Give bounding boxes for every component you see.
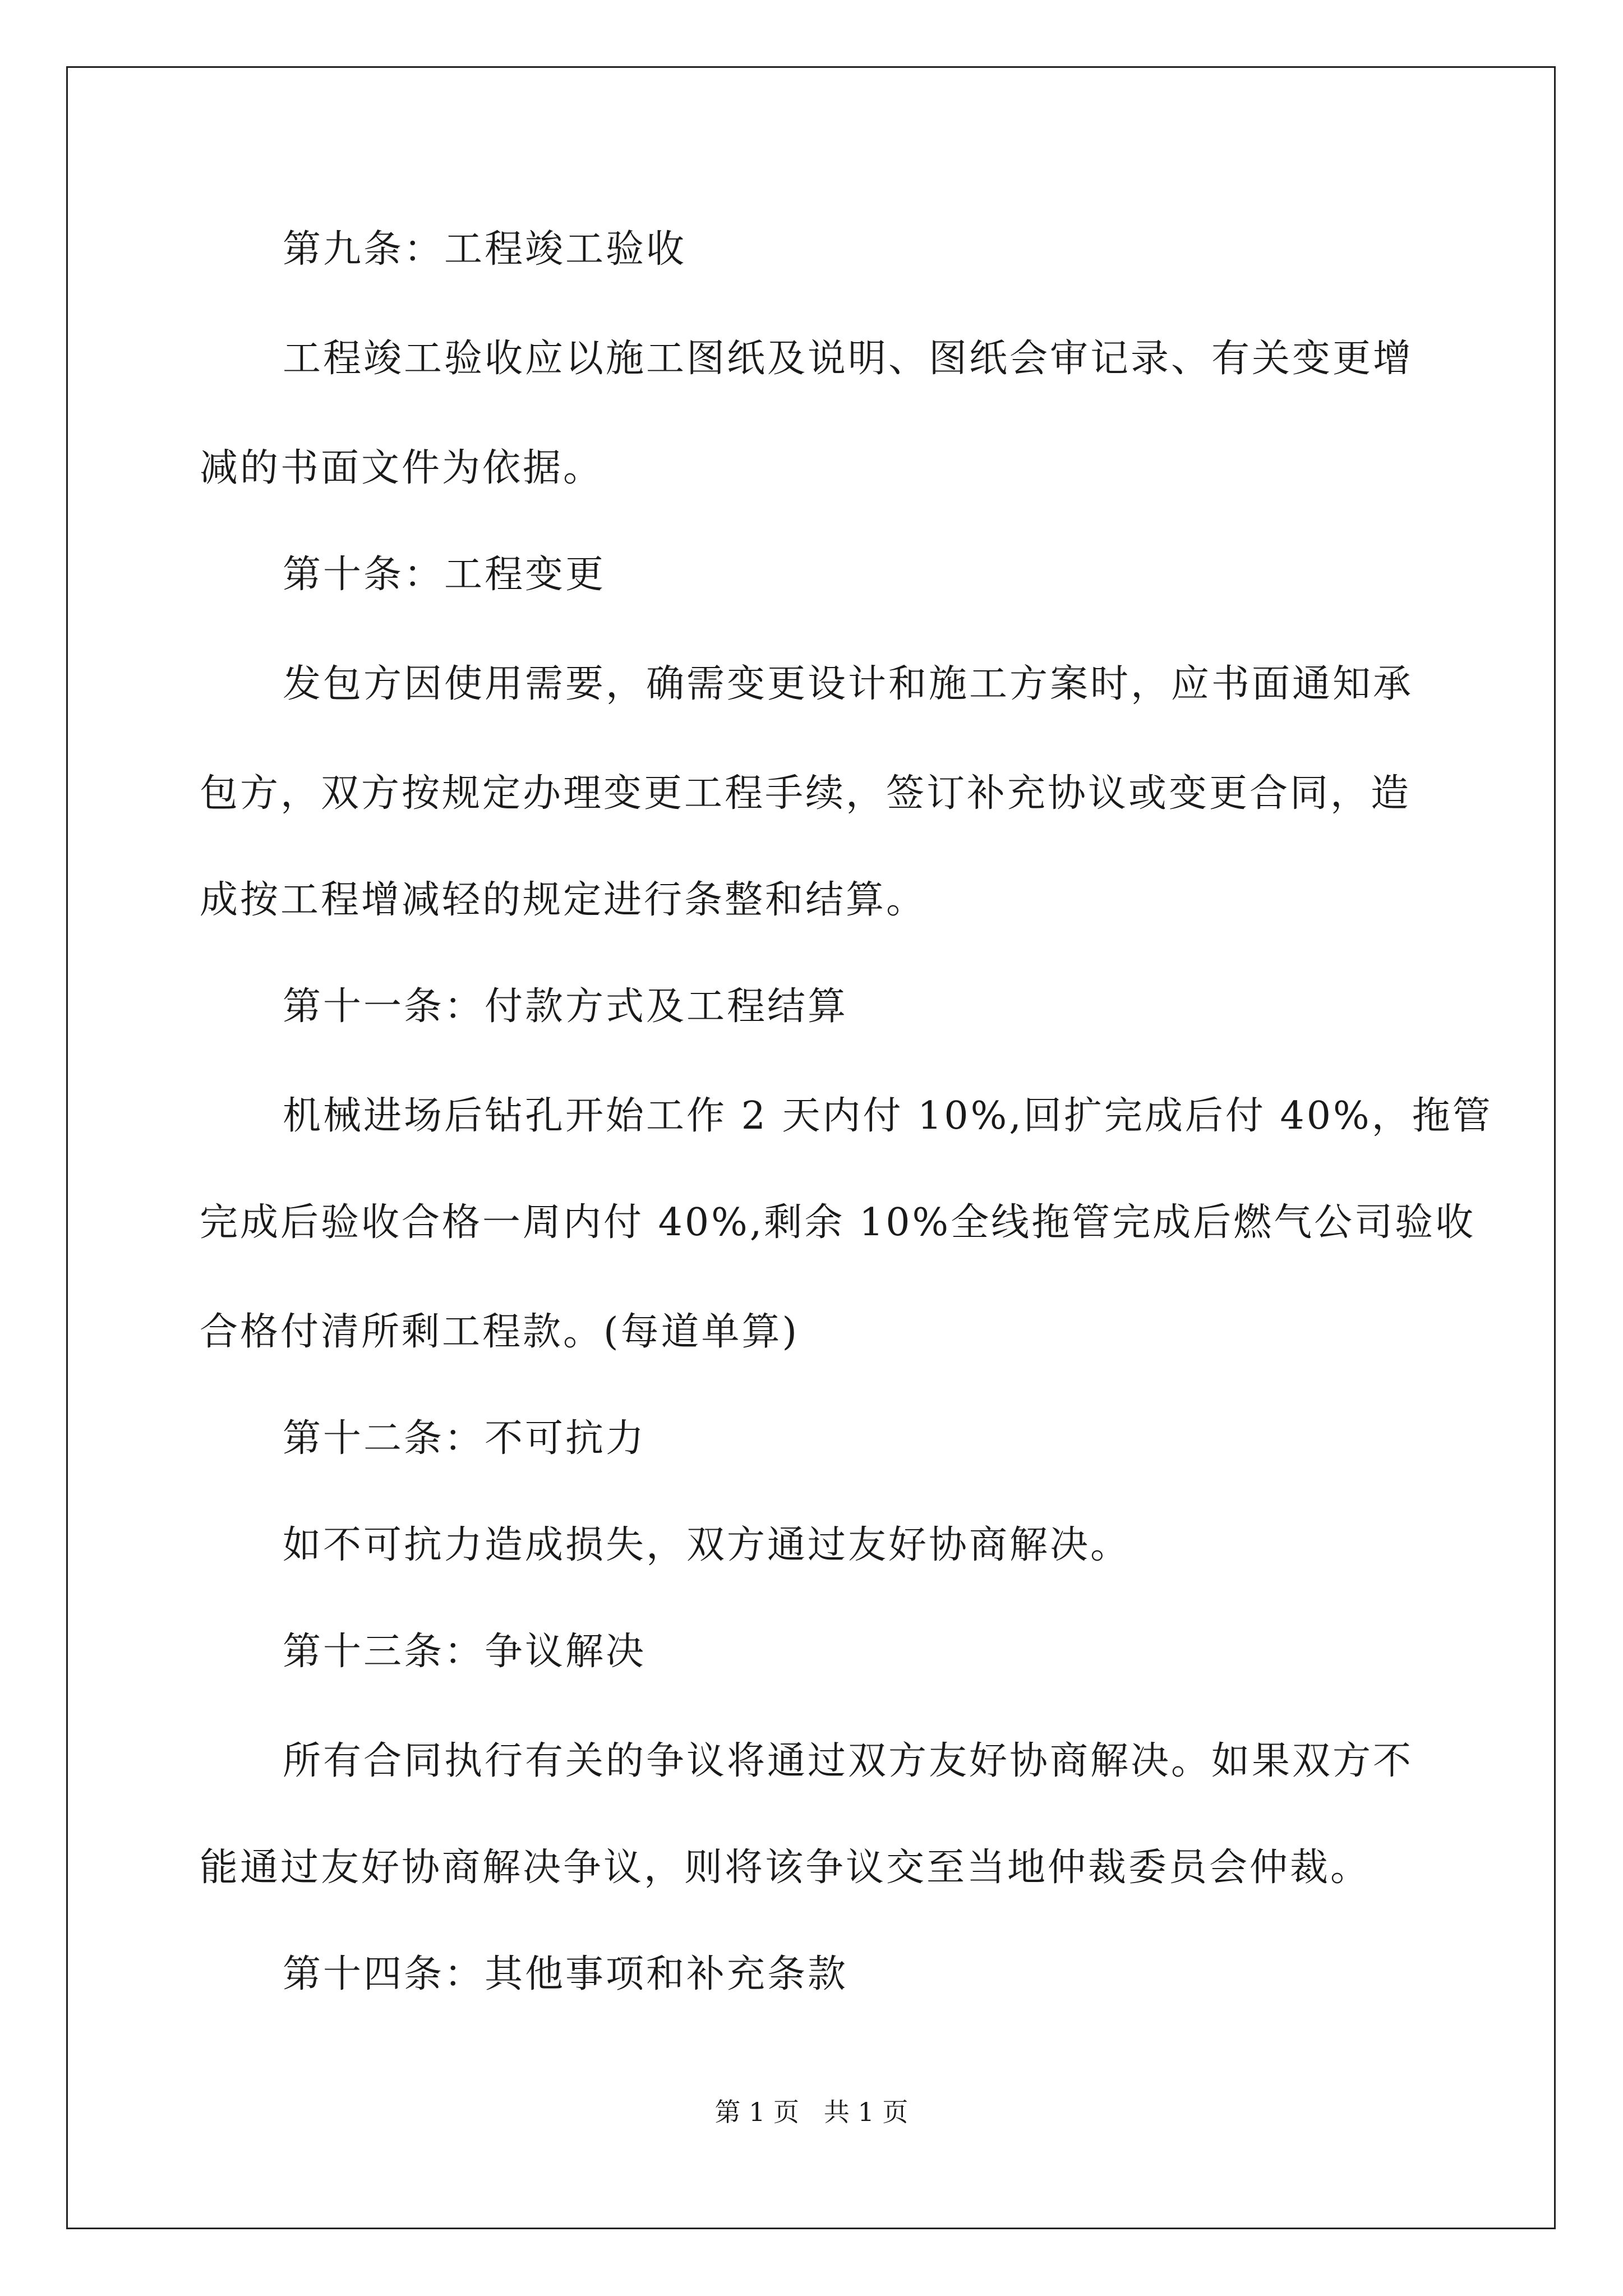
article-12-text-line-1: 如不可抗力造成损失，双方通过友好协商解决。 [283,1523,1131,1567]
article-14-heading: 第十四条：其他事项和补充条款 [283,1952,849,1996]
article-13-heading: 第十三条：争议解决 [283,1630,647,1674]
article-9-text-line-1: 工程竣工验收应以施工图纸及说明、图纸会审记录、有关变更增 [283,337,1414,381]
article-11-text-line-2: 完成后验收合格一周内付 40%,剩余 10%全线拖管完成后燃气公司验收 [200,1200,1476,1245]
article-10-text-line-2: 包方，双方按规定办理变更工程手续，签订补充协议或变更合同，造 [200,771,1412,816]
page-border [66,66,1556,2229]
article-13-text-line-1: 所有合同执行有关的争议将通过双方友好协商解决。如果双方不 [283,1739,1414,1783]
article-9-text-line-2: 减的书面文件为依据。 [200,446,604,490]
article-12-heading: 第十二条：不可抗力 [283,1416,647,1461]
article-13-text-line-2: 能通过友好协商解决争议，则将该争议交至当地仲裁委员会仲裁。 [200,1846,1371,1890]
article-11-text-line-1: 机械进场后钻孔开始工作 2 天内付 10%,回扩完成后付 40%，拖管 [283,1094,1493,1138]
article-11-heading: 第十一条：付款方式及工程结算 [283,984,849,1029]
article-11-text-line-3: 合格付清所剩工程款。(每道单算) [200,1310,800,1354]
article-10-text-line-1: 发包方因使用需要，确需变更设计和施工方案时，应书面通知承 [283,662,1414,706]
article-10-text-line-3: 成按工程增减轻的规定进行条整和结算。 [200,878,927,922]
article-10-heading: 第十条：工程变更 [283,553,606,597]
article-9-heading: 第九条：工程竣工验收 [283,227,687,272]
page-number-footer: 第 1 页 共 1 页 [714,2097,909,2127]
